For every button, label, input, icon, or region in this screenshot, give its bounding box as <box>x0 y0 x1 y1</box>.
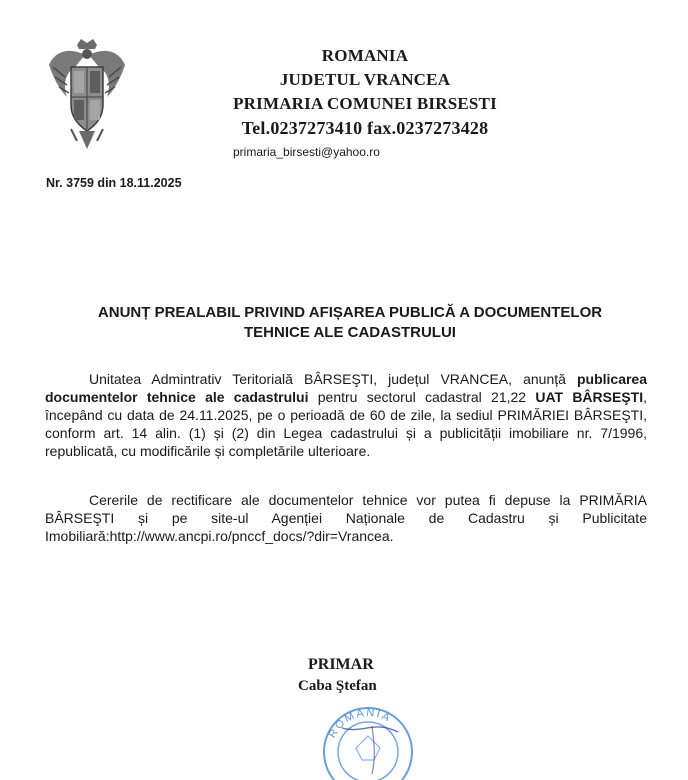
paragraph-bold-text: publicarea documentelor tehnice ale cadastrului <box>45 371 647 405</box>
paragraph-text: Cererile de rectificare ale documentelor tehnice vor putea fi depuse la PRIMĂRIA BÂRSEŞTI și pe site-ul Agenției Naționale de Cadastru și Publicitate Imobiliară:http://www.ancpi.ro/pnccf_docs/?dir=Vrancea. <box>45 492 647 544</box>
header-county: JUDETUL VRANCEA <box>279 70 451 89</box>
header-phone-fax: Tel.0237273410 fax.0237273428 <box>241 118 489 138</box>
document-title-line-2: TEHNICE ALE CADASTRULUI <box>244 324 456 341</box>
svg-text:ROMANIA: ROMANIA <box>326 706 394 741</box>
paragraph-text: pentru sectorul cadastral 21,22 <box>308 389 536 405</box>
paragraph-text: Unitatea Admintrativ Teritorială BÂRSEŞTI, județul VRANCEA, anunță <box>89 371 577 387</box>
document-title-line-1: ANUNȚ PREALABIL PRIVIND AFIȘAREA PUBLICĂ A DOCUMENTELOR <box>97 304 603 321</box>
header-country: ROMANIA <box>321 46 409 65</box>
document-title <box>60 303 640 343</box>
paragraph-text: , începând cu data de 24.11.2025, pe o perioadă de 60 de zile, la sediul PRIMĂRIEI BÂRSEŞTI, conform art. 14 alin. (1) și (2) din Legea cadastrului și a publicității imobiliare nr. 7/1996, republicată, cu modificările și completările ulterioare. <box>45 389 647 459</box>
coat-of-arms-icon <box>47 37 127 153</box>
paragraph-bold-text: UAT BÂRSEŞTI <box>535 389 644 405</box>
signature-name: Caba Ştefan <box>298 678 377 694</box>
header-town-hall: PRIMARIA COMUNEI BIRSESTI <box>233 94 497 113</box>
official-stamp-icon <box>312 690 424 780</box>
rectification-paragraph <box>45 491 647 545</box>
header-email: primaria_birsesti@yahoo.ro <box>233 145 380 159</box>
announcement-paragraph <box>45 370 647 460</box>
document-number: Nr. 3759 din 18.11.2025 <box>46 176 182 190</box>
signature-role: PRIMAR <box>308 656 374 673</box>
